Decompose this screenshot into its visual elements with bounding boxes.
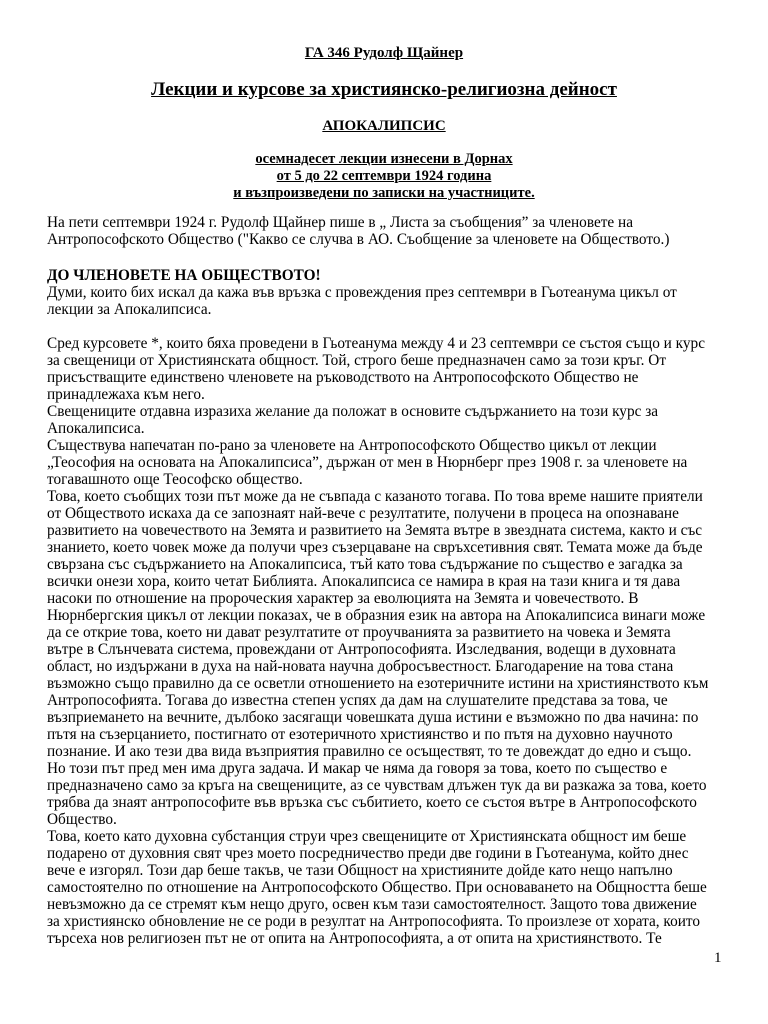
intro-line: Антропософското Общество ("Какво се случва в АО. Съобщение за членовете на Обществото.)	[47, 231, 670, 248]
document-title: АПОКАЛИПСИС	[322, 118, 446, 134]
body-line: Това, което като духовна субстанция струи чрез свещениците от Християнската общност им беше	[47, 828, 687, 845]
body-line: знанието, което човек може да получи чрез съзерцаване на свръхсетивния свят. Темата може да бъде	[47, 539, 703, 556]
body-line: за християнско обновление не се роди в резултат на Антропософията. То произлезе от хората, които	[47, 913, 701, 930]
intro-line: На пети септември 1924 г. Рудолф Щайнер пише в „ Листа за съобщения” за членовете на	[47, 214, 634, 231]
body-line: от Обществото искаха да се запознаят най-вече с резултатите, получени в процеса на опознаване	[47, 505, 679, 522]
body-line: Но този път пред мен има друга задача. И макар че няма да говоря за това, което по същество е	[47, 760, 668, 777]
body-line: лекции за Апокалипсиса.	[47, 301, 212, 318]
body-line: всички онези хора, които четат Библията. Апокалипсиса се намира в края на тази книга и тя дава	[47, 573, 681, 590]
body-line: Сред курсовете *, които бяха проведени в Гьотеанума между 4 и 23 септември се състоя също и курс	[47, 335, 705, 352]
body-line: Свещениците отдавна изразиха желание да положат в основите съдържанието на този курс за	[47, 403, 659, 420]
body-line: да се открие това, което ни дават резултатите от проучванията за развитието на човека и Земята	[47, 624, 671, 641]
body-line: присъстващите единствено членовете на ръководството на Антропософското Общество не	[47, 369, 639, 386]
body-line: „Теософия на основата на Апокалипсиса”, държан от мен в Нюрнберг през 1908 г. за членовете на	[47, 454, 688, 471]
body-line: вътре в Слънчевата система, провеждани от Антропософията. Изследвания, водещи в духовната	[47, 641, 676, 658]
ga-reference-heading: ГА 346 Рудолф Щайнер	[304, 45, 464, 61]
body-line: трябва да знаят антропософите във връзка със събитието, което се състоя вътре в Антропософското	[47, 794, 697, 811]
subtitle-line: осемнадесет лекции изнесени в Дорнах	[255, 151, 513, 167]
body-line: възможно също правилно да се осветли отношението на езотеричните истини на християнството към	[47, 675, 709, 692]
body-line: Общество.	[47, 811, 117, 828]
body-line: възприемането на вечните, дълбоко засягащи човешката душа истини е възможно по два начина: по	[47, 709, 699, 726]
series-title: Лекции и курсове за християнско-религиозна дейност	[151, 79, 617, 100]
section-heading: ДО ЧЛЕНОВЕТЕ НА ОБЩЕСТВОТО!	[47, 267, 321, 284]
page-number: 1	[714, 950, 722, 966]
body-line: пътя на съзерцанието, постигнато от езотеричното християнство и по пътя на духовно научното	[47, 726, 673, 743]
body-line: област, но издържани в духа на най-новата научна добросъвестност. Благодарение на това стана	[47, 658, 674, 675]
body-line: познание. И ако тези два вида възприятия правилно се осъществят, то те довеждат до едно и също.	[47, 743, 692, 760]
body-line: развитието на човечеството на Земята и развитието на Земята вътре в звездната система, както и със	[47, 522, 703, 539]
body-line: Това, което съобщих този път може да не съвпада с казаното тогава. По това време нашите приятели	[47, 488, 703, 505]
subtitle-line: от 5 до 22 септември 1924 година	[276, 168, 492, 184]
body-line: свързана със съдържанието на Апокалипсиса, тъй като това съдържание по същество е загадка за	[47, 556, 683, 573]
body-line: самостоятелно по отношение на Антропософското Общество. При основаването на Общността беше	[47, 879, 707, 896]
body-line: предназначено само за кръга на свещениците, аз се чувствам длъжен тук да ви разкажа за това, което	[47, 777, 707, 794]
body-line: за свещеници от Християнската общност. Той, строго беше предназначен само за този кръг. От	[47, 352, 667, 369]
subtitle-line: и възпроизведени по записки на участниците.	[233, 185, 535, 201]
body-line: невъзможно да се стремят към нещо друго, освен към тази самостоятелност. Защото това движение	[47, 896, 697, 913]
body-line: Думи, които бих искал да кажа във връзка с провеждения през септември в Гьотеанума цикъл от	[47, 284, 677, 301]
body-line: тогавашното още Теософско общество.	[47, 471, 303, 488]
body-line: принадлежаха към него.	[47, 386, 205, 403]
body-line: Апокалипсиса.	[47, 420, 145, 437]
body-line: насоки по отношение на пророческия характер за еволюцията на Земята и човечеството. В	[47, 590, 639, 607]
body-line: вече е изгорял. Този дар беше такъв, че тази Общност на християните дойде като нещо напълно	[47, 862, 673, 879]
body-line: Антропософията. Тогава до известна степен успях да дам на слушателите представа за това, че	[47, 692, 668, 709]
body-line: подарено от духовния свят чрез моето посредничество преди две години в Гьотеанума, който днес	[47, 845, 689, 862]
body-line: Съществува напечатан по-рано за членовете на Антропософското Общество цикъл от лекции	[47, 437, 657, 454]
body-line: Нюрнбергския цикъл от лекции показах, че в образния език на автора на Апокалипсиса винаги може	[47, 607, 706, 624]
body-line: търсеха нов религиозен път не от опита на Антропософията, а от опита на християнството. Те	[47, 930, 662, 947]
